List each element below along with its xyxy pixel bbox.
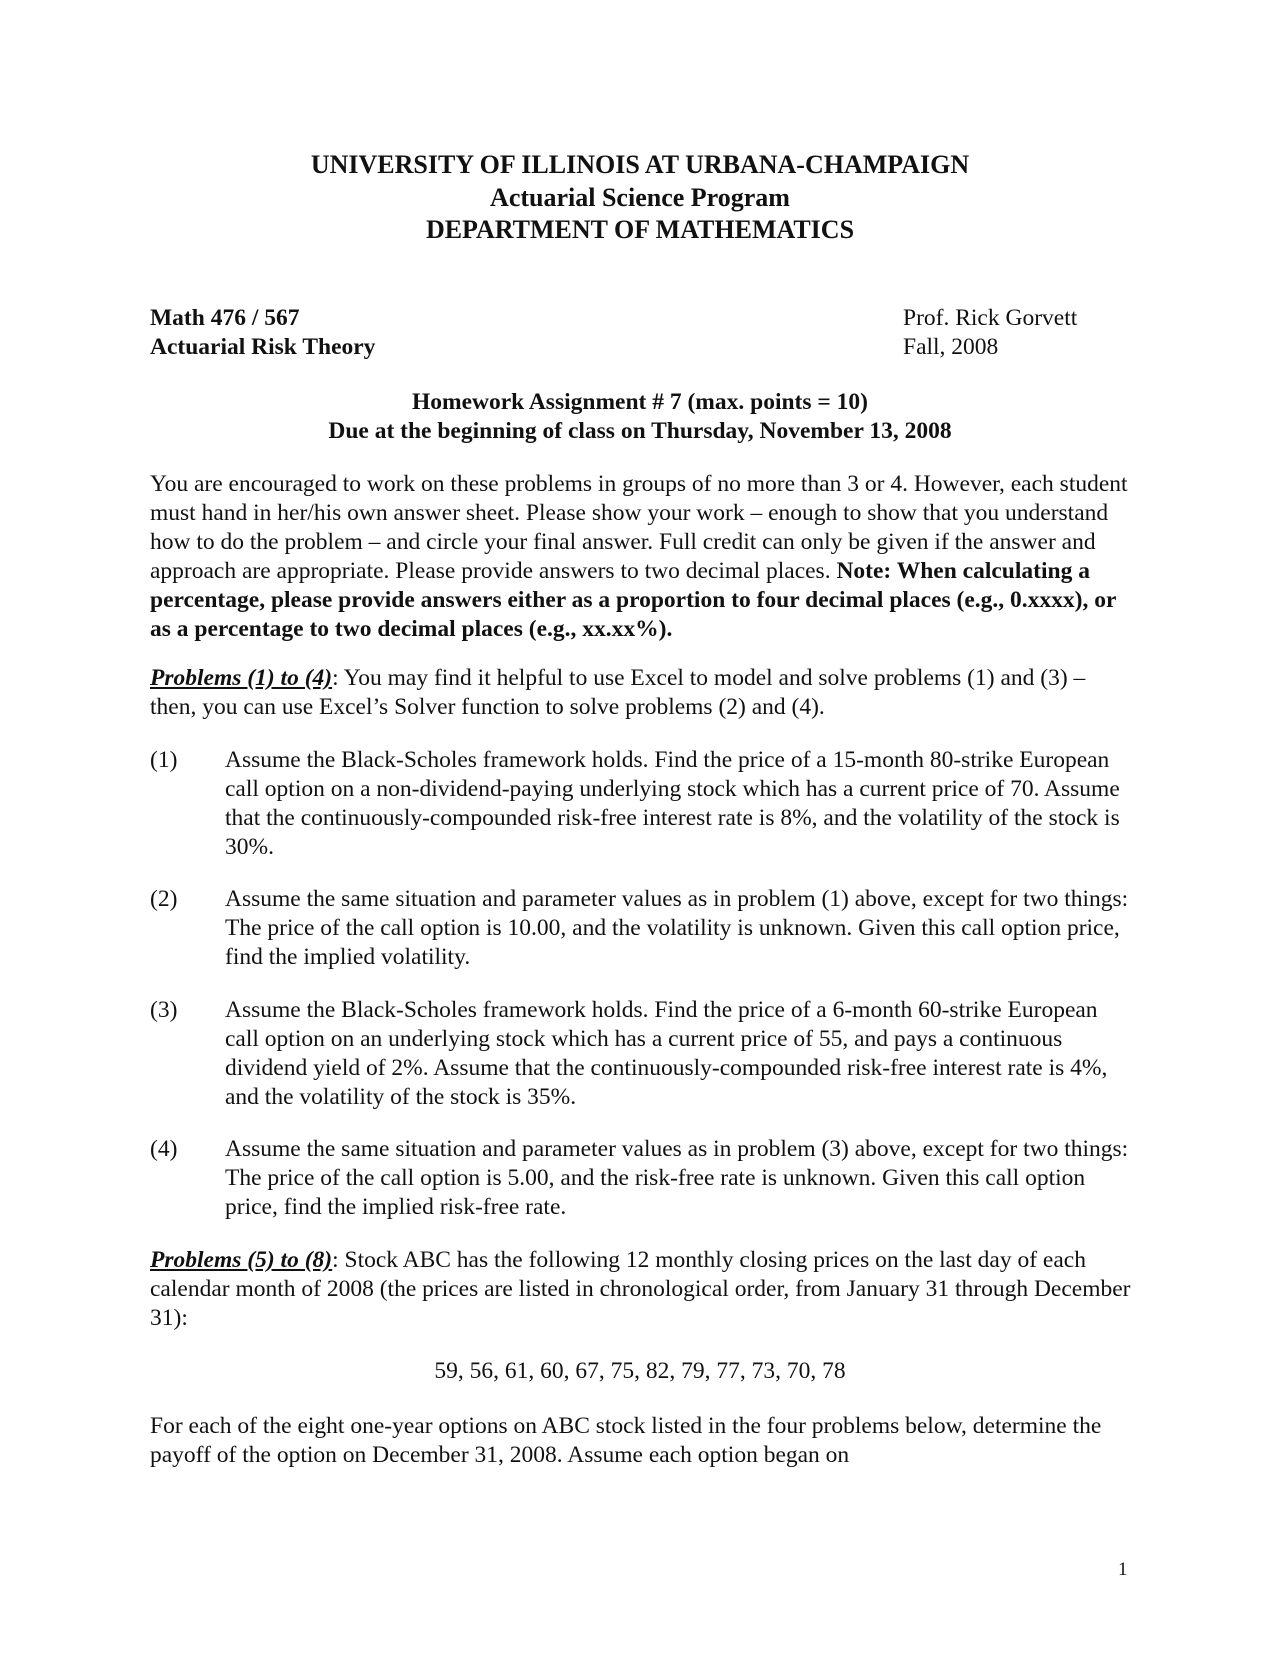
assignment-title: Homework Assignment # 7 (max. points = 10) [412,389,868,415]
course-number: Math 476 / 567 [150,305,300,331]
problem-2-number: (2) [150,886,178,912]
intro-note: Note: When calculating a percentage, please provide answers either as a proportion to four decimal places (e.g., 0.xxxx), or as a percentage to two decimal places (e.g., xx.xx%). [150,558,1117,642]
section-2-intro [150,1246,1135,1333]
problem-4-number: (4) [150,1136,178,1162]
section-2-label: Problems (5) to (8) [150,1247,333,1273]
professor-name: Prof. Rick Gorvett [903,305,1078,331]
section-1-intro [150,664,1135,722]
section-2-followup: For each of the eight one-year options on ABC stock listed in the four problems below, determine the payoff of the option on December 31, 2008. Assume each option began on [150,1413,1102,1468]
department-heading: DEPARTMENT OF MATHEMATICS [425,215,855,244]
problem-4-text: Assume the same situation and parameter values as in problem (3) above, except for two things: The price of the call option is 5.00, and the risk-free rate is unknown. Given this call option price, find the implied risk-free rate. [225,1136,1129,1220]
section-1-label: Problems (1) to (4) [150,665,333,691]
program-heading: Actuarial Science Program [490,183,790,212]
problem-3-text: Assume the Black-Scholes framework holds. Find the price of a 6-month 60-strike European call option on an underlying stock which has a current price of 55, and pays a continuous dividend yield of 2%. Assume that the continuously-compounded risk-free interest rate is 4%, and the volatility of the stock is 35%. [225,997,1108,1110]
stock-prices: 59, 56, 61, 60, 67, 75, 82, 79, 77, 73, 70, 78 [434,1358,846,1384]
due-date: Due at the beginning of class on Thursday, November 13, 2008 [328,418,952,444]
problem-1-number: (1) [150,747,178,773]
problem-1-text: Assume the Black-Scholes framework holds. Find the price of a 15-month 80-strike European call option on a non-dividend-paying underlying stock which has a current price of 70. Assume that the continuously-compounded risk-free interest rate is 8%, and the volatility of the stock is 30%. [225,747,1120,860]
problem-2-text: Assume the same situation and parameter values as in problem (1) above, except for two things: The price of the call option is 10.00, and the volatility is unknown. Given this call option price, find the implied volatility. [225,886,1129,970]
section-1-text: : You may find it helpful to use Excel to model and solve problems (1) and (3) – then, you can use Excel’s Solver function to solve problems (2) and (4). [150,665,1086,720]
course-title: Actuarial Risk Theory [150,334,376,360]
term: Fall, 2008 [903,334,999,360]
page-number: 1 [1118,1559,1128,1580]
intro-paragraph [150,470,1135,644]
university-heading: UNIVERSITY OF ILLINOIS AT URBANA-CHAMPAIGN [310,150,970,179]
intro-text: You are encouraged to work on these problems in groups of no more than 3 or 4. However, each student must hand in her/his own answer sheet. Please show your work – enough to show that you understand how to do the problem – and circle your final answer. Full credit can only be given if the answer and approach are appropriate. Please provide answers to two decimal places. [150,471,1128,584]
problem-3-number: (3) [150,997,178,1023]
section-2-text: : Stock ABC has the following 12 monthly closing prices on the last day of each calendar month of 2008 (the prices are listed in chronological order, from January 31 through December 31): [150,1247,1131,1331]
